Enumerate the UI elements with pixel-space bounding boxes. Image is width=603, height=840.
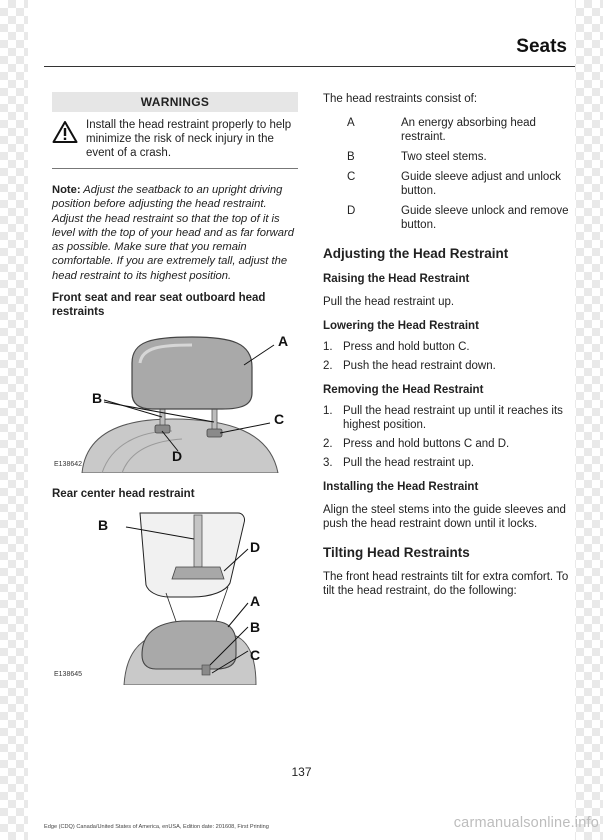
rear-label-c: C [250,647,261,664]
adjusting-heading: Adjusting the Head Restraint [323,246,509,261]
step-number: 2. [323,360,333,372]
front-label-c: C [274,411,285,428]
component-list [323,116,571,232]
consist-intro: The head restraints consist of: [323,93,478,105]
installing-heading: Installing the Head Restraint [323,481,479,493]
tilting-heading: Tilting Head Restraints [323,545,470,560]
header-divider [44,66,575,67]
front-label-a: A [278,333,289,350]
front-figure-id: E138642 [54,461,83,469]
front-label-d: D [172,448,183,465]
note-label: Note: [52,184,81,196]
front-head-restraint-figure [52,323,298,473]
component-key: D [347,205,356,217]
rear-label-d: D [250,539,261,556]
component-key: B [347,151,355,163]
list-item [323,340,571,354]
manual-page [28,0,599,840]
component-text: An energy absorbing head restraint. [401,117,536,143]
component-key: A [347,117,355,129]
note-paragraph [52,183,298,283]
step-number: 2. [323,438,333,450]
rear-head-restraint-figure [52,505,298,685]
step-text: Push the head restraint down. [343,360,496,372]
step-number: 3. [323,457,333,469]
rear-section-title: Rear center head restraint [52,488,195,501]
warnings-text: Install the head restraint properly to help minimize the risk of neck injury in the event of a crash. [86,119,292,159]
tilting-text: The front head restraints tilt for extra comfort. To tilt the head restraint, do the following: [323,571,569,597]
list-item [323,359,571,373]
step-text: Pull the head restraint up until it reaches its highest position. [343,405,563,431]
component-text: Guide sleeve adjust and unlock button. [401,171,561,197]
list-item [323,404,571,432]
step-text: Press and hold button C. [343,341,470,353]
step-text: Pull the head restraint up. [343,457,475,469]
warning-triangle-icon [52,118,86,160]
rear-head-restraint-illustration [52,505,298,685]
installing-text: Align the steel stems into the guide sleeves and push the head restraint down until it locks. [323,504,566,530]
left-column [52,92,298,685]
step-number: 1. [323,405,333,417]
lowering-steps [323,340,571,373]
component-text: Guide sleeve unlock and remove button. [401,205,569,231]
front-section-title: Front seat and rear seat outboard head restraints [52,292,266,319]
warnings-heading: WARNINGS [52,92,298,112]
component-item [323,116,571,144]
step-number: 1. [323,341,333,353]
raising-text: Pull the head restraint up. [323,296,455,308]
component-item [323,204,571,232]
component-item [323,150,571,164]
component-key: C [347,171,356,183]
step-text: Press and hold buttons C and D. [343,438,510,450]
component-text: Two steel stems. [401,151,487,163]
rear-label-a: A [250,593,261,610]
raising-heading: Raising the Head Restraint [323,273,470,285]
edition-footer: Edge (CDQ) Canada/United States of America, enUSA, Edition date: 201608, First Printing [44,824,269,830]
rear-label-b: B [250,619,261,636]
right-column [323,92,571,598]
removing-heading: Removing the Head Restraint [323,384,484,396]
removing-steps [323,404,571,470]
front-label-b: B [92,390,103,407]
component-item [323,170,571,198]
rear-label-b-top: B [98,517,109,534]
warnings-box [52,112,298,169]
list-item [323,456,571,470]
note-text: Adjust the seatback to an upright driving position before adjusting the head restraint. Adjust the head restraint so that the top of it is level with the top of your head and as far forward as possible. Make sure that you remain comfortable. If you are extremely tall, adjust the head restraint to its highest position. [52,184,294,282]
rear-figure-id: E138645 [54,671,83,679]
list-item [323,437,571,451]
lowering-heading: Lowering the Head Restraint [323,320,479,332]
page-title: Seats [516,36,567,57]
page-number: 137 [291,765,312,779]
watermark: carmanualsonline.info [453,815,599,831]
